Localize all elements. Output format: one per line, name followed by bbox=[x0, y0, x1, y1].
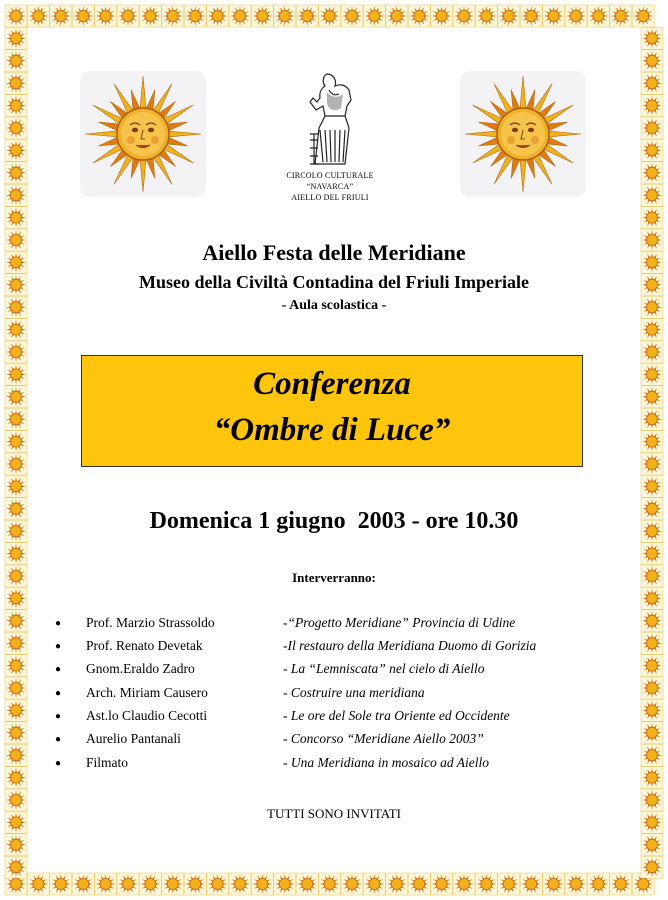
statue-icon bbox=[305, 68, 367, 168]
small-sun-icon bbox=[184, 873, 206, 895]
invitation-note: TUTTI SONO INVITATI bbox=[267, 806, 401, 821]
small-sun-icon bbox=[117, 5, 139, 27]
small-sun-icon bbox=[641, 565, 663, 587]
small-sun-icon bbox=[641, 811, 663, 833]
small-sun-icon bbox=[565, 5, 587, 27]
small-sun-icon bbox=[453, 873, 475, 895]
small-sun-icon bbox=[5, 789, 27, 811]
small-sun-icon bbox=[207, 5, 229, 27]
small-sun-icon bbox=[475, 873, 497, 895]
speaker-name: Prof. Marzio Strassoldo bbox=[86, 615, 215, 630]
small-sun-icon bbox=[641, 386, 663, 408]
small-sun-icon bbox=[431, 873, 453, 895]
small-sun-icon bbox=[641, 274, 663, 296]
club-line: AIELLO DEL FRIULI bbox=[291, 193, 369, 202]
small-sun-icon bbox=[5, 319, 27, 341]
bullet-icon: ● bbox=[55, 758, 62, 769]
small-sun-icon bbox=[641, 117, 663, 139]
museum-name: Museo della Civiltà Contadina del Friuli Imperiale bbox=[139, 272, 529, 292]
small-sun-icon bbox=[587, 5, 609, 27]
small-sun-icon bbox=[520, 873, 542, 895]
club-line: CIRCOLO CULTURALE bbox=[286, 171, 374, 180]
small-sun-icon bbox=[5, 363, 27, 385]
small-sun-icon bbox=[363, 873, 385, 895]
event-title: Aiello Festa delle Meridiane bbox=[202, 240, 466, 265]
small-sun-icon bbox=[5, 587, 27, 609]
small-sun-icon bbox=[641, 543, 663, 565]
small-sun-icon bbox=[641, 184, 663, 206]
small-sun-icon bbox=[50, 873, 72, 895]
small-sun-icon bbox=[475, 5, 497, 27]
small-sun-icon bbox=[72, 873, 94, 895]
small-sun-icon bbox=[408, 5, 430, 27]
small-sun-icon bbox=[5, 408, 27, 430]
small-sun-icon bbox=[5, 520, 27, 542]
small-sun-icon bbox=[296, 873, 318, 895]
small-sun-icon bbox=[453, 5, 475, 27]
small-sun-icon bbox=[139, 5, 161, 27]
small-sun-icon bbox=[363, 5, 385, 27]
speaker-topic: -Il restauro della Meridiana Duomo di Gorizia bbox=[283, 638, 537, 653]
small-sun-icon bbox=[5, 117, 27, 139]
small-sun-icon bbox=[5, 811, 27, 833]
small-sun-icon bbox=[641, 296, 663, 318]
small-sun-icon bbox=[5, 229, 27, 251]
small-sun-icon bbox=[641, 251, 663, 273]
small-sun-icon bbox=[50, 5, 72, 27]
small-sun-icon bbox=[408, 873, 430, 895]
small-sun-icon bbox=[207, 873, 229, 895]
small-sun-icon bbox=[641, 363, 663, 385]
list-item bbox=[0, 615, 668, 638]
small-sun-icon bbox=[386, 873, 408, 895]
small-sun-icon bbox=[319, 5, 341, 27]
small-sun-icon bbox=[229, 5, 251, 27]
speaker-topic: -“Progetto Meridiane” Provincia di Udine bbox=[283, 615, 516, 630]
small-sun-icon bbox=[641, 475, 663, 497]
small-sun-icon bbox=[5, 274, 27, 296]
small-sun-icon bbox=[386, 5, 408, 27]
small-sun-icon bbox=[5, 341, 27, 363]
speakers-heading: Interverranno: bbox=[292, 570, 376, 585]
small-sun-icon bbox=[641, 408, 663, 430]
speaker-topic: - Le ore del Sole tra Oriente ed Occidente bbox=[283, 708, 510, 723]
small-sun-icon bbox=[184, 5, 206, 27]
small-sun-icon bbox=[5, 27, 27, 49]
small-sun-icon bbox=[274, 873, 296, 895]
small-sun-icon bbox=[641, 139, 663, 161]
speaker-name: Ast.lo Claudio Cecotti bbox=[86, 708, 208, 723]
small-sun-icon bbox=[5, 498, 27, 520]
list-item bbox=[0, 661, 668, 684]
bullet-icon: ● bbox=[55, 664, 62, 675]
conference-label: Conferenza bbox=[253, 366, 411, 402]
club-name bbox=[230, 170, 430, 203]
list-item bbox=[0, 755, 668, 778]
club-line: “NAVARCA” bbox=[306, 182, 354, 191]
bullet-icon: ● bbox=[55, 688, 62, 699]
small-sun-icon bbox=[5, 184, 27, 206]
small-sun-icon bbox=[5, 5, 27, 27]
small-sun-icon bbox=[641, 95, 663, 117]
speaker-topic: - Concorso “Meridiane Aiello 2003” bbox=[283, 731, 484, 746]
small-sun-icon bbox=[565, 873, 587, 895]
list-item bbox=[0, 731, 668, 754]
small-sun-icon bbox=[641, 834, 663, 856]
small-sun-icon bbox=[5, 834, 27, 856]
small-sun-icon bbox=[341, 873, 363, 895]
small-sun-icon bbox=[27, 5, 49, 27]
small-sun-icon bbox=[139, 873, 161, 895]
small-sun-icon bbox=[229, 873, 251, 895]
bullet-icon: ● bbox=[55, 641, 62, 652]
list-item bbox=[0, 708, 668, 731]
small-sun-icon bbox=[641, 162, 663, 184]
speaker-name: Prof. Renato Devetak bbox=[86, 638, 203, 653]
list-item bbox=[0, 638, 668, 661]
small-sun-icon bbox=[95, 5, 117, 27]
conference-box bbox=[81, 355, 583, 467]
small-sun-icon bbox=[641, 50, 663, 72]
small-sun-icon bbox=[5, 565, 27, 587]
small-sun-icon bbox=[641, 453, 663, 475]
small-sun-icon bbox=[641, 431, 663, 453]
list-item bbox=[0, 685, 668, 708]
small-sun-icon bbox=[5, 856, 27, 878]
small-sun-icon bbox=[641, 498, 663, 520]
small-sun-icon bbox=[543, 873, 565, 895]
small-sun-icon bbox=[641, 789, 663, 811]
small-sun-icon bbox=[641, 72, 663, 94]
small-sun-icon bbox=[610, 5, 632, 27]
bullet-icon: ● bbox=[55, 618, 62, 629]
small-sun-icon bbox=[251, 873, 273, 895]
small-sun-icon bbox=[610, 873, 632, 895]
small-sun-icon bbox=[498, 873, 520, 895]
small-sun-icon bbox=[162, 873, 184, 895]
speaker-name: Gnom.Eraldo Zadro bbox=[86, 661, 195, 676]
small-sun-icon bbox=[162, 5, 184, 27]
speaker-name: Aurelio Pantanali bbox=[86, 731, 181, 746]
bullet-icon: ● bbox=[55, 734, 62, 745]
small-sun-icon bbox=[5, 386, 27, 408]
small-sun-icon bbox=[5, 95, 27, 117]
small-sun-icon bbox=[641, 207, 663, 229]
small-sun-icon bbox=[431, 5, 453, 27]
small-sun-icon bbox=[5, 475, 27, 497]
small-sun-icon bbox=[520, 5, 542, 27]
small-sun-icon bbox=[274, 5, 296, 27]
small-sun-icon bbox=[5, 72, 27, 94]
sun-face-icon bbox=[80, 71, 206, 197]
sun-face-icon bbox=[460, 71, 586, 197]
small-sun-icon bbox=[641, 27, 663, 49]
speaker-name: Arch. Miriam Causero bbox=[86, 685, 208, 700]
small-sun-icon bbox=[296, 5, 318, 27]
small-sun-icon bbox=[27, 873, 49, 895]
small-sun-icon bbox=[5, 296, 27, 318]
small-sun-icon bbox=[641, 319, 663, 341]
bullet-icon: ● bbox=[55, 711, 62, 722]
small-sun-icon bbox=[498, 5, 520, 27]
small-sun-icon bbox=[5, 543, 27, 565]
small-sun-icon bbox=[5, 431, 27, 453]
small-sun-icon bbox=[95, 873, 117, 895]
small-sun-icon bbox=[319, 873, 341, 895]
conference-title: “Ombre di Luce” bbox=[213, 412, 451, 448]
small-sun-icon bbox=[72, 5, 94, 27]
small-sun-icon bbox=[5, 139, 27, 161]
small-sun-icon bbox=[641, 341, 663, 363]
small-sun-icon bbox=[641, 587, 663, 609]
speaker-name: Filmato bbox=[86, 755, 129, 770]
small-sun-icon bbox=[5, 50, 27, 72]
small-sun-icon bbox=[632, 5, 654, 27]
small-sun-icon bbox=[641, 520, 663, 542]
speaker-topic: - La “Lemniscata” nel cielo di Aiello bbox=[283, 661, 485, 676]
small-sun-icon bbox=[251, 5, 273, 27]
event-date: Domenica 1 giugno 2003 - ore 10.30 bbox=[149, 508, 519, 534]
speaker-topic: - Una Meridiana in mosaico ad Aiello bbox=[283, 755, 489, 770]
small-sun-icon bbox=[5, 162, 27, 184]
small-sun-icon bbox=[543, 5, 565, 27]
small-sun-icon bbox=[641, 229, 663, 251]
small-sun-icon bbox=[587, 873, 609, 895]
small-sun-icon bbox=[117, 873, 139, 895]
small-sun-icon bbox=[5, 207, 27, 229]
small-sun-icon bbox=[5, 251, 27, 273]
small-sun-icon bbox=[641, 856, 663, 878]
speaker-topic: - Costruire una meridiana bbox=[283, 685, 425, 700]
small-sun-icon bbox=[341, 5, 363, 27]
venue-room: - Aula scolastica - bbox=[281, 298, 387, 313]
small-sun-icon bbox=[5, 453, 27, 475]
